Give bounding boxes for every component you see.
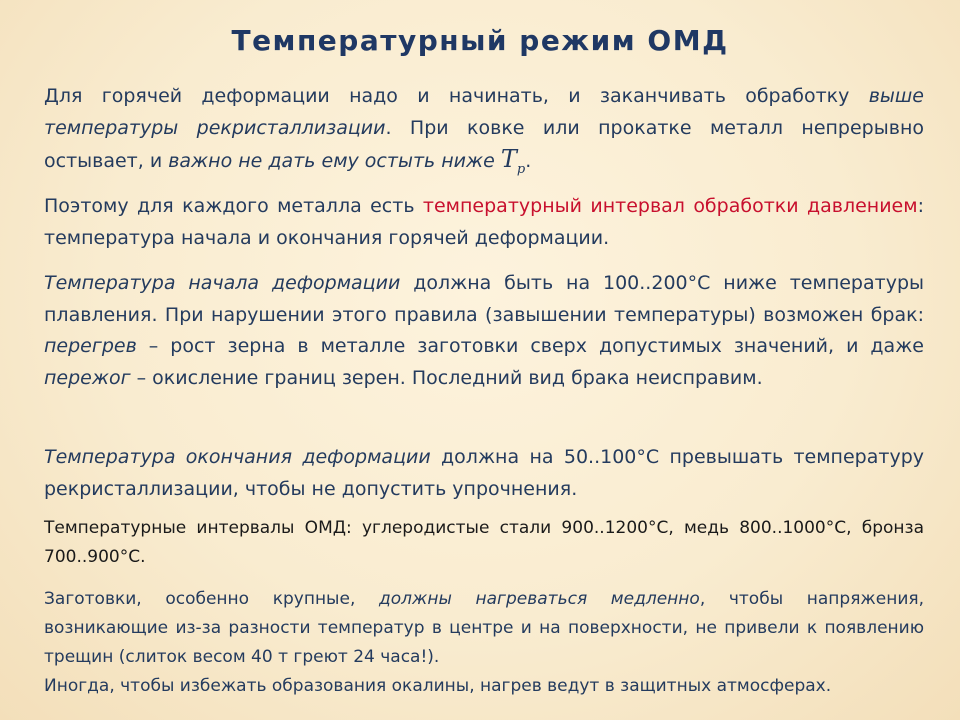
text: – окисление границ зерен. Последний вид брака неисправим. bbox=[130, 366, 763, 389]
paragraph-end-temperature bbox=[44, 442, 924, 505]
italic-text: пережог bbox=[44, 366, 131, 389]
text: Для горячей деформации надо и начинать, и заканчивать обработку bbox=[44, 85, 869, 107]
highlighted-term: температурный интервал обработки давлением bbox=[422, 195, 918, 217]
text: Температурные интервалы ОМД: углеродистые стали 900..1200°С, медь 800..1000°С, бронза 700..900°С. bbox=[44, 518, 924, 567]
italic-text: Температура окончания деформации bbox=[44, 446, 431, 468]
text: Заготовки, особенно крупные, bbox=[44, 589, 379, 609]
italic-text: перегрев bbox=[44, 335, 137, 357]
paragraph-temperature-interval bbox=[44, 191, 924, 254]
text: – рост зерна в металле заготовки сверх допустимых значений, и даже bbox=[136, 335, 924, 357]
paragraph-omd-intervals bbox=[44, 514, 924, 572]
text: . bbox=[525, 150, 532, 172]
recrystallization-temp-symbol: $T_p$ bbox=[500, 145, 526, 177]
italic-text: Температура начала деформации bbox=[44, 272, 401, 294]
italic-text: должны нагреваться медленно bbox=[379, 589, 700, 609]
italic-text: важно не дать ему остыть ниже bbox=[168, 150, 501, 172]
text: . При ковке или прокатке металл непрерывно остывает, и bbox=[44, 116, 924, 172]
italic-text: выше температуры рекристаллизации bbox=[44, 85, 924, 139]
paragraph-heating bbox=[44, 585, 924, 701]
paragraph-hot-deformation bbox=[44, 81, 924, 185]
slide-title: Температурный режим ОМД bbox=[231, 24, 729, 57]
text: , чтобы напряжения, возникающие из-за разности температур в центре и на поверхности, не привели к появлению трещин (слиток весом 40 т греют 24 часа!). bbox=[44, 589, 924, 667]
paragraph-start-temperature bbox=[44, 268, 924, 394]
text: Иногда, чтобы избежать образования окалины, нагрев ведут в защитных атмосферах. bbox=[44, 676, 832, 696]
text: должна на 50..100°С превышать температуру рекристаллизации, чтобы не допустить упрочнения. bbox=[44, 446, 924, 500]
text: должна быть на 100..200°С ниже температуры плавления. При нарушении этого правила (завышении температуры) возможен брак: bbox=[44, 272, 925, 326]
text: : температура начала и окончания горячей деформации. bbox=[44, 195, 924, 249]
text: Поэтому для каждого металла есть bbox=[44, 195, 423, 217]
